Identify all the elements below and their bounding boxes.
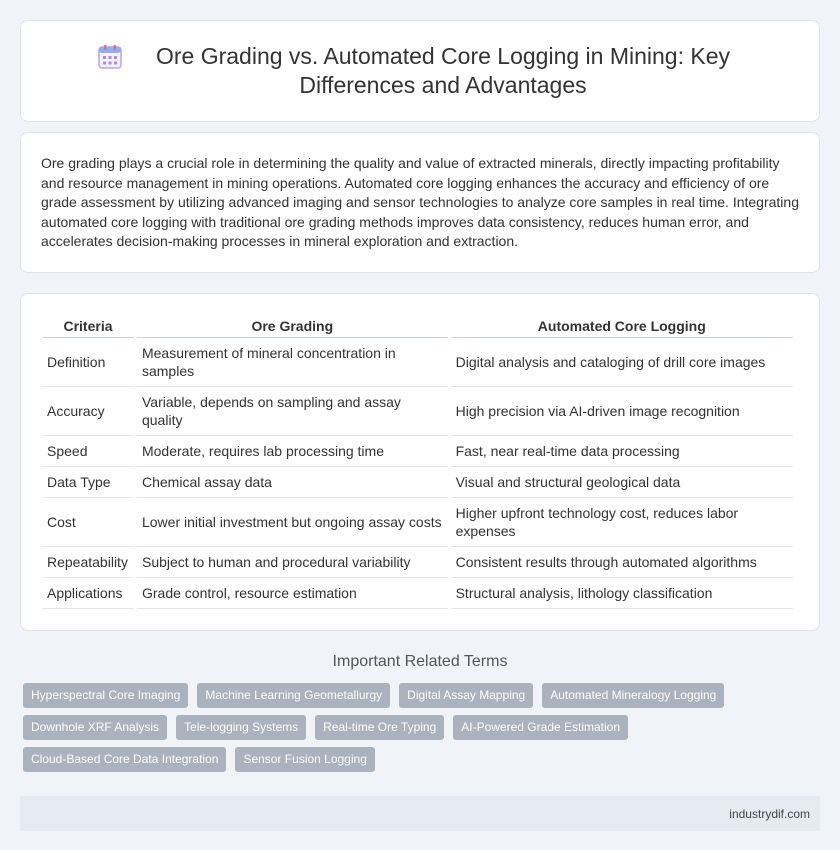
header-ore-grading: Ore Grading — [137, 312, 448, 338]
footer — [20, 796, 820, 831]
row-ore-grading: Grade control, resource estimation — [137, 578, 448, 609]
row-automated-core-logging: Fast, near real-time data processing — [451, 436, 793, 467]
row-automated-core-logging: Higher upfront technology cost, reduces labor expenses — [451, 498, 793, 547]
related-tag[interactable]: Cloud-Based Core Data Integration — [23, 747, 226, 772]
row-criteria: Repeatability — [42, 547, 134, 578]
row-automated-core-logging: High precision via AI-driven image recognition — [451, 387, 793, 436]
header-automated-core-logging: Automated Core Logging — [451, 312, 793, 338]
row-criteria: Applications — [42, 578, 134, 609]
page-title: Ore Grading vs. Automated Core Logging in Mining: Key Differences and Advantages — [155, 43, 731, 98]
footer-site[interactable]: industrydif.com — [729, 806, 810, 821]
related-terms-section — [20, 653, 820, 779]
table-row — [42, 387, 793, 436]
row-ore-grading: Variable, depends on sampling and assay quality — [137, 387, 448, 436]
related-terms-tags — [20, 683, 820, 779]
intro-card — [20, 132, 820, 273]
row-criteria: Data Type — [42, 467, 134, 498]
related-tag[interactable]: Real-time Ore Typing — [315, 715, 444, 740]
table-row — [42, 436, 793, 467]
title-card — [20, 20, 820, 122]
row-ore-grading: Chemical assay data — [137, 467, 448, 498]
row-criteria: Cost — [42, 498, 134, 547]
row-ore-grading: Moderate, requires lab processing time — [137, 436, 448, 467]
row-automated-core-logging: Structural analysis, lithology classification — [451, 578, 793, 609]
row-criteria: Accuracy — [42, 387, 134, 436]
table-header-row — [42, 312, 793, 338]
row-automated-core-logging: Digital analysis and cataloging of drill core images — [451, 338, 793, 387]
table-row — [42, 498, 793, 547]
row-automated-core-logging: Consistent results through automated algorithms — [451, 547, 793, 578]
row-criteria: Speed — [42, 436, 134, 467]
table-row — [42, 338, 793, 387]
table-row — [42, 578, 793, 609]
related-tag[interactable]: Machine Learning Geometallurgy — [197, 683, 390, 708]
comparison-card — [20, 293, 820, 631]
intro-text: Ore grading plays a crucial role in determining the quality and value of extracted minerals, directly impacting profitability and resource management in mining operations. Automated core logging enhances the accuracy and efficiency of ore grade assessment by utilizing advanced imaging and sensor technologies to analyze core samples in real time. Integrating automated core logging with traditional ore grading methods improves data consistency, reduces human error, and accelerates decision-making processes in mineral exploration and extraction. — [41, 155, 799, 250]
row-ore-grading: Measurement of mineral concentration in samples — [137, 338, 448, 387]
row-automated-core-logging: Visual and structural geological data — [451, 467, 793, 498]
table-row — [42, 547, 793, 578]
row-ore-grading: Lower initial investment but ongoing assay costs — [137, 498, 448, 547]
calendar-icon — [97, 44, 123, 70]
related-tag[interactable]: AI-Powered Grade Estimation — [453, 715, 628, 740]
related-tag[interactable]: Hyperspectral Core Imaging — [23, 683, 188, 708]
related-tag[interactable]: Digital Assay Mapping — [399, 683, 533, 708]
header-criteria: Criteria — [42, 312, 134, 338]
related-tag[interactable]: Automated Mineralogy Logging — [542, 683, 724, 708]
table-row — [42, 467, 793, 498]
row-ore-grading: Subject to human and procedural variability — [137, 547, 448, 578]
row-criteria: Definition — [42, 338, 134, 387]
related-terms-title: Important Related Terms — [332, 653, 508, 670]
related-tag[interactable]: Tele-logging Systems — [176, 715, 306, 740]
related-tag[interactable]: Downhole XRF Analysis — [23, 715, 167, 740]
related-tag[interactable]: Sensor Fusion Logging — [235, 747, 374, 772]
comparison-table — [39, 312, 796, 609]
